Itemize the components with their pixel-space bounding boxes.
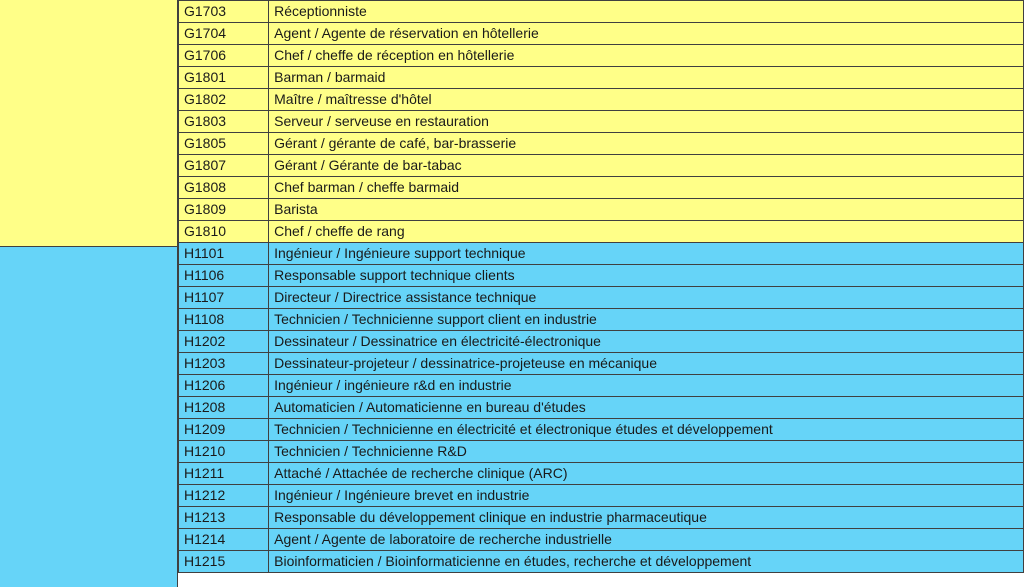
job-title-cell[interactable]: Responsable du développement clinique en industrie pharmaceutique	[269, 507, 1024, 529]
table-row	[179, 507, 1024, 529]
job-title-cell[interactable]: Ingénieur / ingénieure r&d en industrie	[269, 375, 1024, 397]
table-row	[179, 551, 1024, 573]
table-row	[179, 353, 1024, 375]
job-title-cell[interactable]: Chef barman / cheffe barmaid	[269, 177, 1024, 199]
job-title-cell[interactable]: Réceptionniste	[269, 1, 1024, 23]
table-row	[179, 463, 1024, 485]
table-row	[179, 199, 1024, 221]
table-row	[179, 155, 1024, 177]
code-cell[interactable]: G1704	[179, 23, 269, 45]
job-title-cell[interactable]: Directeur / Directrice assistance technique	[269, 287, 1024, 309]
table-row	[179, 265, 1024, 287]
job-title-cell[interactable]: Technicien / Technicienne en électricité et électronique études et développement	[269, 419, 1024, 441]
job-title-cell[interactable]: Automaticien / Automaticienne en bureau d'études	[269, 397, 1024, 419]
code-cell[interactable]: H1107	[179, 287, 269, 309]
job-title-cell[interactable]: Ingénieur / Ingénieure support technique	[269, 243, 1024, 265]
code-cell[interactable]: H1214	[179, 529, 269, 551]
table-row	[179, 441, 1024, 463]
job-title-cell[interactable]: Serveur / serveuse en restauration	[269, 111, 1024, 133]
table-row	[179, 23, 1024, 45]
code-cell[interactable]: H1209	[179, 419, 269, 441]
table-row	[179, 1, 1024, 23]
job-title-cell[interactable]: Agent / Agente de réservation en hôtellerie	[269, 23, 1024, 45]
table-row	[179, 309, 1024, 331]
table-row	[179, 221, 1024, 243]
code-cell[interactable]: H1213	[179, 507, 269, 529]
table-row	[179, 45, 1024, 67]
table-row	[179, 89, 1024, 111]
code-cell[interactable]: G1807	[179, 155, 269, 177]
job-title-cell[interactable]: Maître / maîtresse d'hôtel	[269, 89, 1024, 111]
job-title-cell[interactable]: Gérant / gérante de café, bar-brasserie	[269, 133, 1024, 155]
code-cell[interactable]: G1808	[179, 177, 269, 199]
job-title-cell[interactable]: Chef / cheffe de rang	[269, 221, 1024, 243]
code-cell[interactable]: H1210	[179, 441, 269, 463]
table-row	[179, 529, 1024, 551]
code-cell[interactable]: H1206	[179, 375, 269, 397]
table-row	[179, 67, 1024, 89]
table-row	[179, 287, 1024, 309]
code-cell[interactable]: H1211	[179, 463, 269, 485]
table-row	[179, 111, 1024, 133]
code-cell[interactable]: H1215	[179, 551, 269, 573]
code-cell[interactable]: G1805	[179, 133, 269, 155]
code-cell[interactable]: G1803	[179, 111, 269, 133]
code-cell[interactable]: H1208	[179, 397, 269, 419]
code-cell[interactable]: H1101	[179, 243, 269, 265]
code-cell[interactable]: G1706	[179, 45, 269, 67]
code-cell[interactable]: G1809	[179, 199, 269, 221]
code-cell[interactable]: H1203	[179, 353, 269, 375]
table-row	[179, 331, 1024, 353]
table-row	[179, 397, 1024, 419]
table-row	[179, 375, 1024, 397]
table-row	[179, 243, 1024, 265]
job-title-cell[interactable]: Dessinateur / Dessinatrice en électricité-électronique	[269, 331, 1024, 353]
code-cell[interactable]: G1703	[179, 1, 269, 23]
code-cell[interactable]: H1212	[179, 485, 269, 507]
job-title-cell[interactable]: Barman / barmaid	[269, 67, 1024, 89]
code-cell[interactable]: G1810	[179, 221, 269, 243]
job-title-cell[interactable]: Ingénieur / Ingénieure brevet en industrie	[269, 485, 1024, 507]
job-title-cell[interactable]: Gérant / Gérante de bar-tabac	[269, 155, 1024, 177]
job-code-table	[178, 0, 1024, 573]
job-title-cell[interactable]: Attaché / Attachée de recherche clinique (ARC)	[269, 463, 1024, 485]
job-title-cell[interactable]: Barista	[269, 199, 1024, 221]
job-title-cell[interactable]: Technicien / Technicienne R&D	[269, 441, 1024, 463]
job-title-cell[interactable]: Dessinateur-projeteur / dessinatrice-projeteuse en mécanique	[269, 353, 1024, 375]
table-row	[179, 177, 1024, 199]
job-title-cell[interactable]: Responsable support technique clients	[269, 265, 1024, 287]
code-cell[interactable]: G1802	[179, 89, 269, 111]
job-title-cell[interactable]: Technicien / Technicienne support client en industrie	[269, 309, 1024, 331]
job-title-cell[interactable]: Chef / cheffe de réception en hôtellerie	[269, 45, 1024, 67]
merged-cell-group-g[interactable]	[0, 0, 177, 247]
code-cell[interactable]: H1202	[179, 331, 269, 353]
merged-cell-group-h[interactable]	[0, 247, 177, 587]
table-row	[179, 419, 1024, 441]
code-cell[interactable]: G1801	[179, 67, 269, 89]
code-cell[interactable]: H1108	[179, 309, 269, 331]
job-title-cell[interactable]: Bioinformaticien / Bioinformaticienne en études, recherche et développement	[269, 551, 1024, 573]
job-title-cell[interactable]: Agent / Agente de laboratoire de recherche industrielle	[269, 529, 1024, 551]
code-cell[interactable]: H1106	[179, 265, 269, 287]
table-row	[179, 485, 1024, 507]
table-row	[179, 133, 1024, 155]
